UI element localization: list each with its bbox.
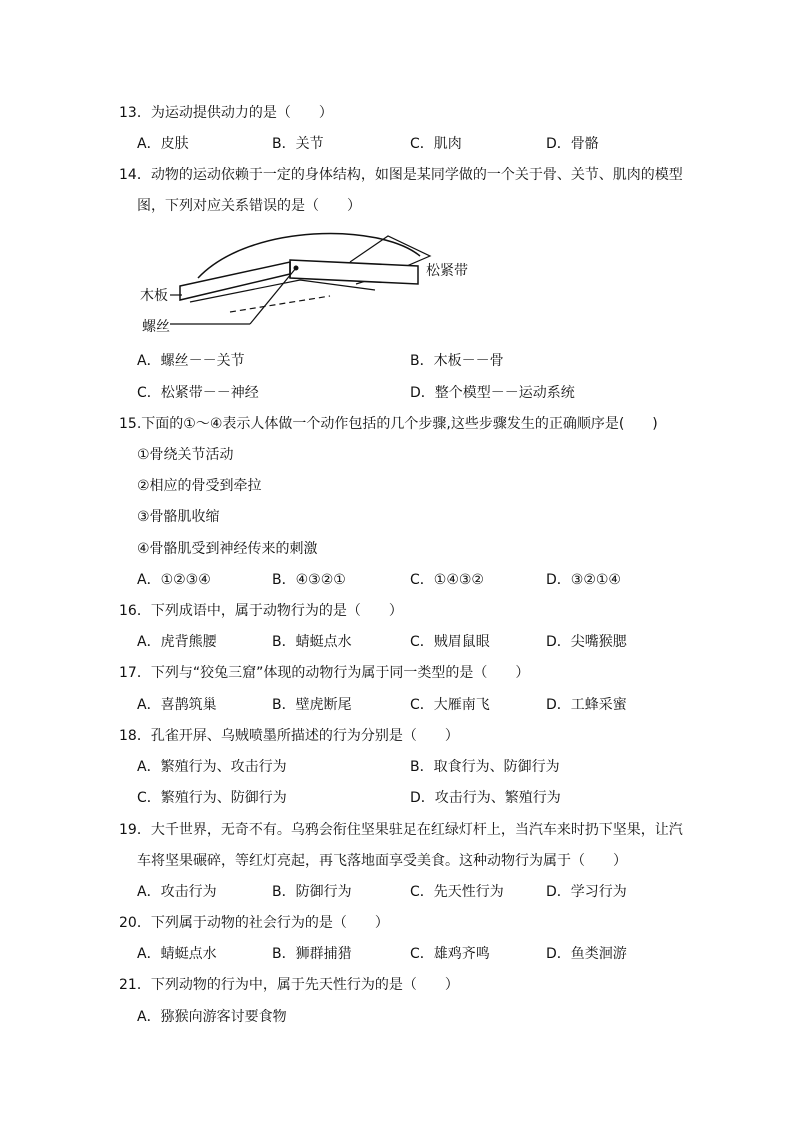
q14-model-figure — [130, 228, 490, 338]
q18-option-a: A．繁殖行为、攻击行为 — [137, 759, 287, 775]
q21-stem: 21．下列动物的行为中，属于先天性行为的是（ ） — [119, 977, 459, 993]
q14-option-b: B．木板－－骨 — [410, 353, 504, 369]
q15-option-b: B．④③②① — [272, 572, 346, 588]
q15-option-a: A．①②③④ — [137, 572, 211, 588]
q16-option-b: B．蜻蜓点水 — [272, 634, 352, 650]
q13-option-c: C．肌肉 — [410, 136, 462, 152]
q18-option-d: D．攻击行为、繁殖行为 — [410, 790, 561, 806]
q19-option-c: C．先天性行为 — [410, 884, 504, 900]
q20-stem: 20．下列属于动物的社会行为的是（ ） — [119, 915, 389, 931]
q20-option-b: B．狮群捕猎 — [272, 946, 352, 962]
q15-option-d: D．③②①④ — [546, 572, 621, 588]
q13-option-b: B．关节 — [272, 136, 324, 152]
q19-stem-line1: 19．大千世界，无奇不有。乌鸦会衔住坚果驻足在红绿灯杆上，当汽车来时扔下坚果，让汽 — [119, 822, 683, 838]
q17-option-b: B．壁虎断尾 — [272, 697, 352, 713]
q19-option-b: B．防御行为 — [272, 884, 352, 900]
q16-stem: 16．下列成语中，属于动物行为的是（ ） — [119, 603, 403, 619]
q15-stem: 15.下面的①～④表示人体做一个动作包括的几个步骤,这些步骤发生的正确顺序是( ) — [119, 416, 658, 432]
q19-option-a: A．攻击行为 — [137, 884, 217, 900]
q17-option-c: C．大雁南飞 — [410, 697, 490, 713]
q17-option-a: A．喜鹊筑巢 — [137, 697, 217, 713]
q20-option-a: A．蜻蜓点水 — [137, 946, 217, 962]
q13-stem: 13．为运动提供动力的是（ ） — [119, 105, 333, 121]
q15-step-4: ④骨骼肌受到神经传来的刺激 — [137, 541, 318, 557]
q16-option-d: D．尖嘴猴腮 — [546, 634, 627, 650]
q14-option-a: A．螺丝－－关节 — [137, 353, 245, 369]
q14-option-d: D．整个模型－－运动系统 — [410, 385, 575, 401]
q13-option-a: A．皮肤 — [137, 136, 189, 152]
q21-option-a: A．猕猴向游客讨要食物 — [137, 1009, 287, 1025]
q14-option-c: C．松紧带－－神经 — [137, 385, 259, 401]
label-band: 松紧带 — [426, 263, 468, 279]
q14-stem-line2: 图，下列对应关系错误的是（ ） — [137, 198, 361, 214]
board-right — [290, 260, 418, 284]
label-screw: 螺丝 — [142, 319, 170, 335]
q15-step-2: ②相应的骨受到牵拉 — [137, 478, 262, 494]
q17-option-d: D．工蜂采蜜 — [546, 697, 627, 713]
q20-option-c: C．雄鸡齐鸣 — [410, 946, 490, 962]
q13-option-d: D．骨骼 — [546, 136, 599, 152]
q18-option-c: C．繁殖行为、防御行为 — [137, 790, 287, 806]
q18-option-b: B．取食行为、防御行为 — [410, 759, 560, 775]
label-board: 木板 — [140, 288, 168, 304]
dashed-line — [230, 296, 330, 312]
q19-stem-line2: 车将坚果碾碎，等红灯亮起，再飞落地面享受美食。这种动物行为属于（ ） — [137, 853, 627, 869]
q16-option-a: A．虎背熊腰 — [137, 634, 217, 650]
q15-option-c: C．①④③② — [410, 572, 484, 588]
q19-option-d: D．学习行为 — [546, 884, 627, 900]
q14-stem-line1: 14．动物的运动依赖于一定的身体结构，如图是某同学做的一个关于骨、关节、肌肉的模型 — [119, 167, 683, 183]
board-left — [180, 262, 290, 300]
q17-stem: 17．下列与“狡兔三窟”体现的动物行为属于同一类型的是（ ） — [119, 665, 530, 681]
q18-stem: 18．孔雀开屏、乌贼喷墨所描述的行为分别是（ ） — [119, 728, 459, 744]
q20-option-d: D．鱼类洄游 — [546, 946, 627, 962]
q15-step-1: ①骨绕关节活动 — [137, 447, 234, 463]
q16-option-c: C．贼眉鼠眼 — [410, 634, 490, 650]
q15-step-3: ③骨骼肌收缩 — [137, 509, 220, 525]
